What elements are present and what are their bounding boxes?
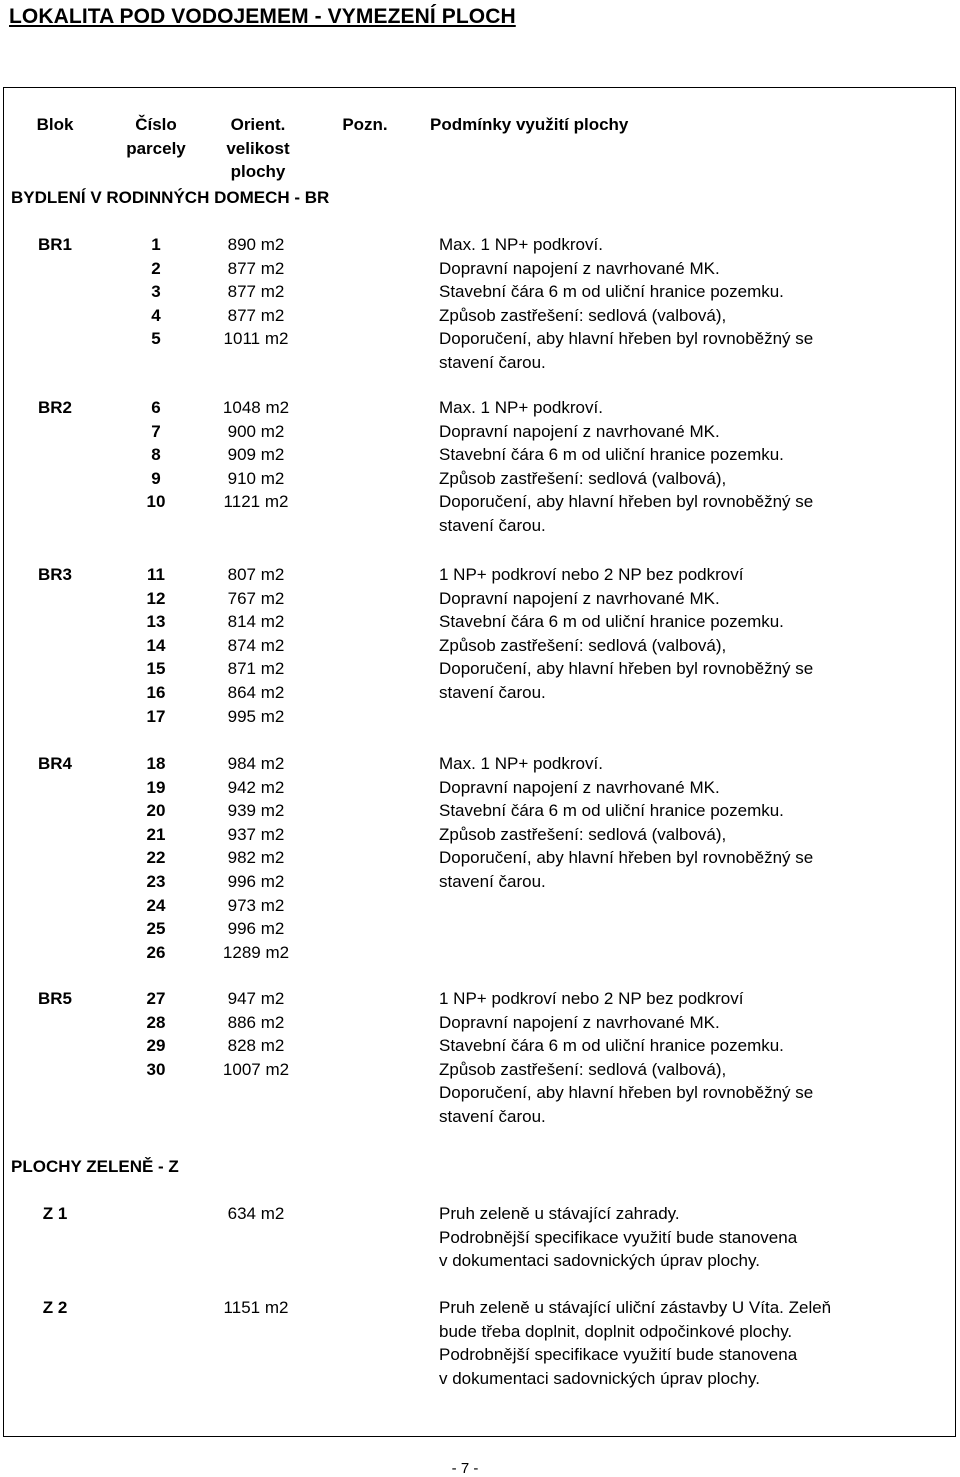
block-name: BR4 [37,754,72,773]
parcel-number: 2 [151,258,161,278]
parcel-area: 947 m2 [227,989,285,1008]
condition-line: Dopravní napojení z navrhované MK. [439,258,720,278]
condition-line: 1 NP+ podkroví nebo 2 NP bez podkroví [439,565,744,584]
condition-line: Dopravní napojení z navrhované MK. [439,777,720,797]
area-list [206,752,306,964]
header-orient-line3: plochy [230,162,286,182]
condition-line: Podrobnější specifikace využití bude stanovena [439,1227,798,1247]
parcel-area: 939 m2 [227,801,285,821]
parcel-number: 18 [146,754,166,773]
header-cislo-line1: Číslo [135,115,177,134]
condition-line: Max. 1 NP+ podkroví. [439,398,603,417]
condition-line: v dokumentaci sadovnických úprav plochy. [439,1251,760,1271]
parcel-area: 984 m2 [227,754,285,773]
parcel-number: 17 [146,706,166,726]
parcel-number: 5 [151,329,161,349]
condition-line: stavení čarou. [439,352,546,372]
condition-line: Stavební čára 6 m od uliční hranice pozemku. [439,801,784,821]
parcel-number: 22 [146,848,166,868]
condition-line: stavení čarou. [439,871,546,891]
parcel-area: 995 m2 [227,706,285,726]
parcel-number: 15 [146,659,166,679]
parcel-number: 7 [151,421,161,441]
header-orient-velikost [212,113,304,184]
condition-line: Pruh zeleně u stávající uliční zástavby U Víta. Zeleň [439,1298,832,1317]
parcel-list [126,563,186,728]
parcel-number: 23 [146,871,166,891]
condition-line: Způsob zastřešení: sedlová (valbová), [439,1059,727,1079]
condition-line: stavení čarou. [439,682,546,702]
condition-line: Způsob zastřešení: sedlová (valbová), [439,635,727,655]
condition-line: Max. 1 NP+ podkroví. [439,235,603,254]
header-pozn: Pozn. [342,115,388,134]
condition-line: Stavební čára 6 m od uliční hranice pozemku. [439,612,784,632]
header-cislo-parcely [120,113,192,160]
condition-line: Doporučení, aby hlavní hřeben byl rovnoběžný se [439,848,814,868]
condition-line: Dopravní napojení z navrhované MK. [439,588,720,608]
condition-line: bude třeba doplnit, doplnit odpočinkové plochy. [439,1321,793,1341]
parcel-number: 20 [146,801,166,821]
parcel-number: 12 [146,588,166,608]
condition-line: Pruh zeleně u stávající zahrady. [439,1204,680,1223]
parcel-number: 16 [146,682,166,702]
header-cislo-line2: parcely [126,138,186,158]
parcel-list [126,987,186,1081]
condition-line: Doporučení, aby hlavní hřeben byl rovnoběžný se [439,1083,814,1103]
area-list [206,563,306,728]
header-orient-line2: velikost [226,138,290,158]
parcel-area: 890 m2 [227,235,285,254]
parcel-area: 1121 m2 [223,492,289,512]
parcel-number: 25 [146,919,166,939]
parcel-area: 996 m2 [227,919,285,939]
parcel-area: 814 m2 [227,612,285,632]
parcel-area: 937 m2 [227,824,285,844]
condition-line: Stavební čára 6 m od uliční hranice pozemku. [439,282,784,302]
condition-line: Způsob zastřešení: sedlová (valbová), [439,824,727,844]
condition-line: Doporučení, aby hlavní hřeben byl rovnoběžný se [439,329,814,349]
parcel-area: 807 m2 [227,565,285,584]
parcel-number: 10 [146,492,166,512]
parcel-list [126,752,186,964]
condition-list [439,987,813,1129]
condition-line: Stavební čára 6 m od uliční hranice pozemku. [439,1036,784,1056]
condition-line: Doporučení, aby hlavní hřeben byl rovnoběžný se [439,659,814,679]
parcel-area: 900 m2 [227,421,285,441]
section-heading-br: BYDLENÍ V RODINNÝCH DOMECH - BR [11,188,330,207]
parcel-area: 942 m2 [227,777,285,797]
parcel-area: 982 m2 [227,848,285,868]
condition-line: Způsob zastřešení: sedlová (valbová), [439,305,727,325]
parcel-number: 29 [146,1036,166,1056]
green-area: 634 m2 [227,1204,285,1223]
parcel-number: 24 [146,895,166,915]
block-name: BR5 [37,989,72,1008]
parcel-area: 1007 m2 [222,1059,290,1079]
area-list [206,233,306,351]
header-blok: Blok [36,115,74,134]
parcel-number: 3 [151,282,161,302]
parcel-number: 28 [146,1012,166,1032]
parcel-number: 9 [151,468,161,488]
parcel-number: 6 [151,398,161,417]
condition-line: Max. 1 NP+ podkroví. [439,754,603,773]
condition-line: Způsob zastřešení: sedlová (valbová), [439,468,727,488]
parcel-area: 828 m2 [227,1036,285,1056]
condition-list [439,233,813,375]
condition-line: stavení čarou. [439,515,546,535]
parcel-area: 864 m2 [227,682,285,702]
parcel-area: 877 m2 [227,305,285,325]
parcel-area: 767 m2 [227,588,285,608]
parcel-number: 19 [146,777,166,797]
green-condition-list [439,1202,797,1273]
parcel-list [126,396,186,514]
green-condition-list [439,1296,831,1390]
parcel-number: 11 [147,565,165,584]
condition-line: Dopravní napojení z navrhované MK. [439,421,720,441]
parcel-area: 871 m2 [227,659,285,679]
header-orient-line1: Orient. [230,115,286,134]
block-name: BR1 [37,235,72,254]
condition-line: Podrobnější specifikace využití bude stanovena [439,1345,798,1365]
parcel-area: 874 m2 [227,635,285,655]
parcel-area: 877 m2 [227,258,285,278]
condition-line: v dokumentaci sadovnických úprav plochy. [439,1368,760,1388]
condition-line: Stavební čára 6 m od uliční hranice pozemku. [439,445,784,465]
parcel-number: 8 [151,445,161,465]
condition-list [439,396,813,538]
parcel-area: 910 m2 [227,468,285,488]
parcel-area: 1289 m2 [222,942,290,962]
parcel-area: 1011 m2 [223,329,289,349]
parcel-number: 27 [146,989,166,1008]
green-name: Z 1 [42,1204,68,1223]
page-title: LOKALITA POD VODOJEMEM - VYMEZENÍ PLOCH [9,5,516,28]
parcel-number: 4 [151,305,161,325]
parcel-number: 26 [146,942,166,962]
condition-line: stavení čarou. [439,1106,546,1126]
parcel-number: 13 [146,612,166,632]
area-list [206,396,306,514]
header-podminky: Podmínky využití plochy [430,115,629,134]
green-area: 1151 m2 [223,1298,289,1317]
parcel-number: 21 [146,824,166,844]
parcel-number: 14 [146,635,166,655]
parcel-area: 886 m2 [227,1012,285,1032]
parcel-area: 973 m2 [227,895,285,915]
block-name: BR2 [37,398,72,417]
green-name: Z 2 [42,1298,68,1317]
parcel-area: 909 m2 [227,445,285,465]
condition-list [439,563,813,705]
parcel-area: 1048 m2 [222,398,290,417]
parcel-number: 1 [151,235,161,254]
parcel-number: 30 [146,1059,166,1079]
parcel-area: 877 m2 [227,282,285,302]
condition-line: 1 NP+ podkroví nebo 2 NP bez podkroví [439,989,744,1008]
page-number: - 7 - [451,1460,479,1477]
parcel-area: 996 m2 [227,871,285,891]
section-heading-z: PLOCHY ZELENĚ - Z [11,1157,179,1176]
parcel-list [126,233,186,351]
area-list [206,987,306,1081]
block-name: BR3 [37,565,72,584]
condition-list [439,752,813,894]
condition-line: Doporučení, aby hlavní hřeben byl rovnoběžný se [439,492,814,512]
condition-line: Dopravní napojení z navrhované MK. [439,1012,720,1032]
